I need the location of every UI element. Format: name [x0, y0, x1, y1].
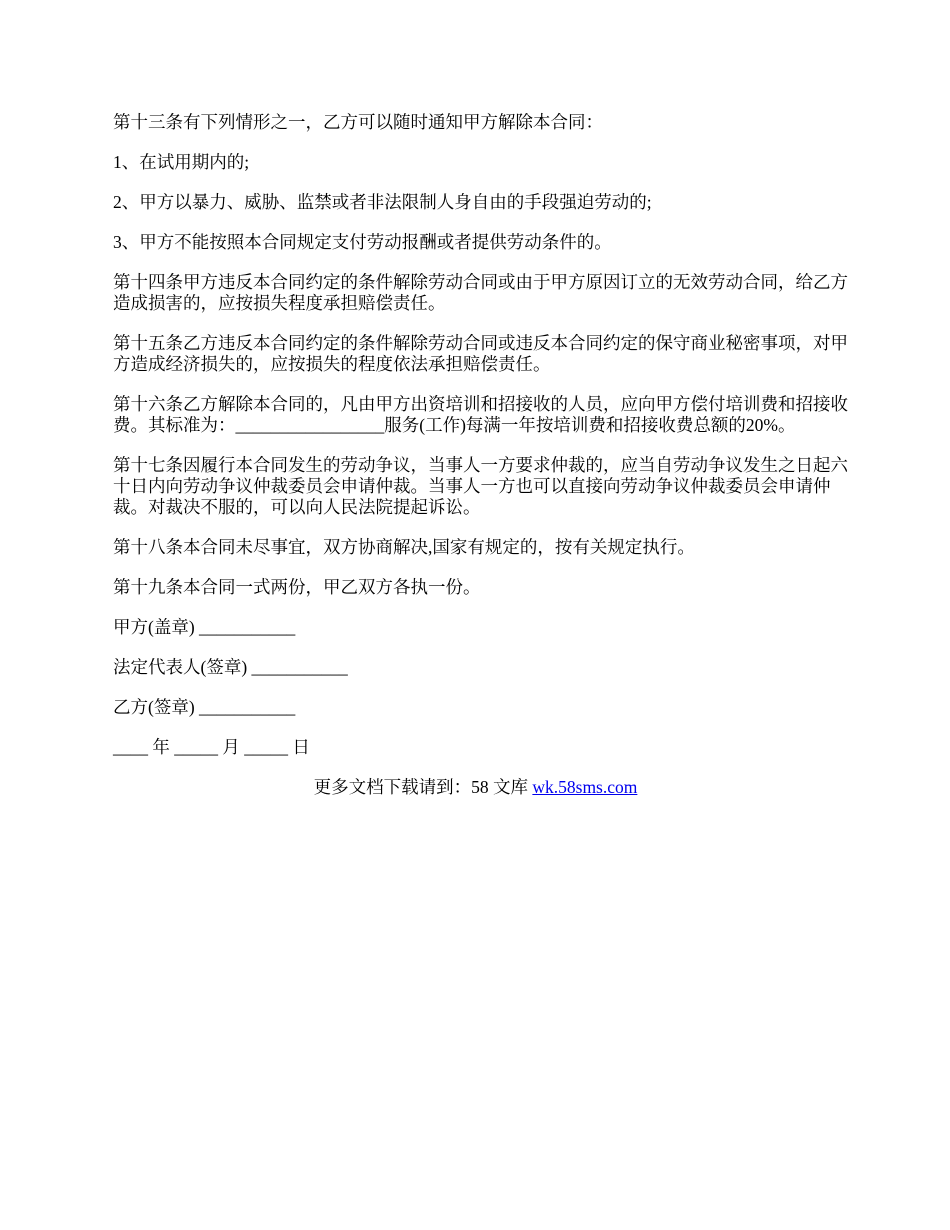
clause-13-item-1: 1、在试用期内的; — [113, 152, 250, 172]
party-a-seal-line: 甲方(盖章) ___________ — [113, 617, 296, 637]
footer-text: 更多文档下载请到：58 文库 — [313, 777, 533, 797]
clause-15: 第十五条乙方违反本合同约定的条件解除劳动合同或违反本合同约定的保守商业秘密事项，对甲方造成经济损失的，应按损失的程度依法承担赔偿责任。 — [113, 333, 848, 374]
document-page — [113, 112, 858, 798]
clause-13: 第十三条有下列情形之一，乙方可以随时通知甲方解除本合同： — [113, 112, 603, 132]
clause-19: 第十九条本合同一式两份，甲乙双方各执一份。 — [113, 577, 481, 597]
clause-18: 第十八条本合同未尽事宜，双方协商解决,国家有规定的，按有关规定执行。 — [113, 537, 695, 557]
date-line: ____ 年 _____ 月 _____ 日 — [113, 737, 310, 757]
clause-13-item-3: 3、甲方不能按照本合同规定支付劳动报酬或者提供劳动条件的。 — [113, 232, 612, 252]
party-b-signature-line: 乙方(签章) ___________ — [113, 697, 296, 717]
clause-17: 第十七条因履行本合同发生的劳动争议，当事人一方要求仲裁的，应当自劳动争议发生之日起六十日内向劳动争议仲裁委员会申请仲裁。当事人一方也可以直接向劳动争议仲裁委员会申请仲裁。对裁决不服的，可以向人民法院提起诉讼。 — [113, 455, 848, 517]
legal-representative-line: 法定代表人(签章) ___________ — [113, 657, 348, 677]
clause-16: 第十六条乙方解除本合同的，凡由甲方出资培训和招接收的人员，应向甲方偿付培训费和招接收费。其标准为：_________________服务(工作)每满一年按培训费和招接收费总额的20%。 — [113, 394, 848, 435]
clause-13-item-2: 2、甲方以暴力、威胁、监禁或者非法限制人身自由的手段强迫劳动的; — [113, 192, 652, 212]
clause-14: 第十四条甲方违反本合同约定的条件解除劳动合同或由于甲方原因订立的无效劳动合同，给乙方造成损害的，应按损失程度承担赔偿责任。 — [113, 272, 848, 313]
download-footer — [113, 777, 838, 798]
footer-link[interactable]: wk.58sms.com — [532, 777, 638, 797]
